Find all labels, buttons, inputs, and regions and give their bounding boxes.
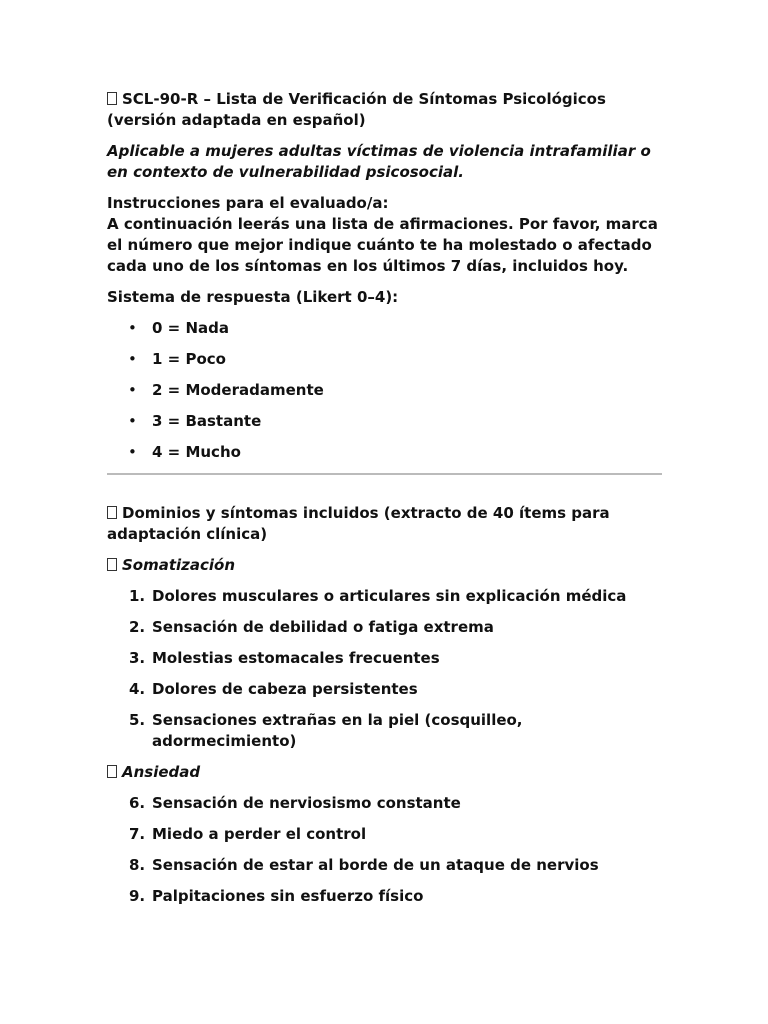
item-text: Sensación de nerviosismo constante <box>152 794 461 812</box>
list-item <box>107 855 662 876</box>
list-item <box>107 586 662 607</box>
list-item <box>107 648 662 669</box>
domains-heading-line-1: Dominios y síntomas incluidos (extracto de 40 ítems para <box>122 504 610 522</box>
applicability-line-1: Aplicable a mujeres adultas víctimas de violencia intrafamiliar o <box>107 142 651 160</box>
list-item <box>107 886 662 907</box>
item-number: 6. <box>129 794 146 812</box>
list-item <box>107 793 662 814</box>
missing-glyph-icon <box>107 765 117 778</box>
list-item <box>107 617 662 638</box>
instructions-heading: Instrucciones para el evaluado/a: <box>107 194 389 212</box>
item-text: Dolores de cabeza persistentes <box>152 680 418 698</box>
scale-option: 0 = Nada <box>152 319 229 337</box>
item-number: 9. <box>129 887 146 905</box>
item-text: Miedo a perder el control <box>152 825 367 843</box>
missing-glyph-icon <box>107 92 117 105</box>
instructions-line-3: cada uno de los síntomas en los últimos 7 días, incluidos hoy. <box>107 257 629 275</box>
item-number: 4. <box>129 680 146 698</box>
item-number: 1. <box>129 587 146 605</box>
item-number: 3. <box>129 649 146 667</box>
item-text: Dolores musculares o articulares sin explicación médica <box>152 587 627 605</box>
item-number: 2. <box>129 618 146 636</box>
list-item <box>107 824 662 845</box>
item-text-line-2: adormecimiento) <box>152 732 297 750</box>
item-text-line-1: Sensaciones extrañas en la piel (cosquilleo, <box>152 711 523 729</box>
domain-label-ansiedad <box>107 762 662 783</box>
domain-label-somatizacion <box>107 555 662 576</box>
list-item <box>107 679 662 700</box>
bullet-icon: • <box>128 319 137 337</box>
domain-name: Ansiedad <box>122 763 201 781</box>
title-line-2: (versión adaptada en español) <box>107 111 366 129</box>
scale-option: 2 = Moderadamente <box>152 381 324 399</box>
ansiedad-items <box>107 793 662 907</box>
domain-name: Somatización <box>122 556 236 574</box>
item-number: 7. <box>129 825 146 843</box>
applicability-note <box>107 141 662 183</box>
somatizacion-items <box>107 586 662 752</box>
item-text: Sensación de estar al borde de un ataque de nervios <box>152 856 599 874</box>
item-text: Sensación de debilidad o fatiga extrema <box>152 618 494 636</box>
list-item <box>107 380 662 401</box>
missing-glyph-icon <box>107 558 117 571</box>
scale-options-list <box>107 318 662 463</box>
scale-option: 3 = Bastante <box>152 412 262 430</box>
instructions-line-2: el número que mejor indique cuánto te ha molestado o afectado <box>107 236 652 254</box>
list-item <box>107 318 662 339</box>
bullet-icon: • <box>128 412 137 430</box>
list-item <box>107 411 662 432</box>
instructions-block <box>107 193 662 277</box>
list-item <box>107 349 662 370</box>
title-line-1: SCL-90-R – Lista de Verificación de Síntomas Psicológicos <box>122 90 606 108</box>
item-number: 5. <box>129 711 146 729</box>
item-text: Palpitaciones sin esfuerzo físico <box>152 887 424 905</box>
section-divider <box>107 473 662 475</box>
scale-option: 4 = Mucho <box>152 443 241 461</box>
bullet-icon: • <box>128 350 137 368</box>
item-number: 8. <box>129 856 146 874</box>
bullet-icon: • <box>128 381 137 399</box>
bullet-icon: • <box>128 443 137 461</box>
applicability-line-2: en contexto de vulnerabilidad psicosocial. <box>107 163 464 181</box>
scale-heading: Sistema de respuesta (Likert 0–4): <box>107 288 399 306</box>
item-text: Molestias estomacales frecuentes <box>152 649 440 667</box>
list-item <box>107 710 662 752</box>
domains-heading <box>107 503 662 545</box>
domains-heading-line-2: adaptación clínica) <box>107 525 268 543</box>
document-title <box>107 89 662 131</box>
missing-glyph-icon <box>107 506 117 519</box>
instructions-line-1: A continuación leerás una lista de afirmaciones. Por favor, marca <box>107 215 658 233</box>
document-page <box>107 89 662 917</box>
list-item <box>107 442 662 463</box>
scale-option: 1 = Poco <box>152 350 226 368</box>
